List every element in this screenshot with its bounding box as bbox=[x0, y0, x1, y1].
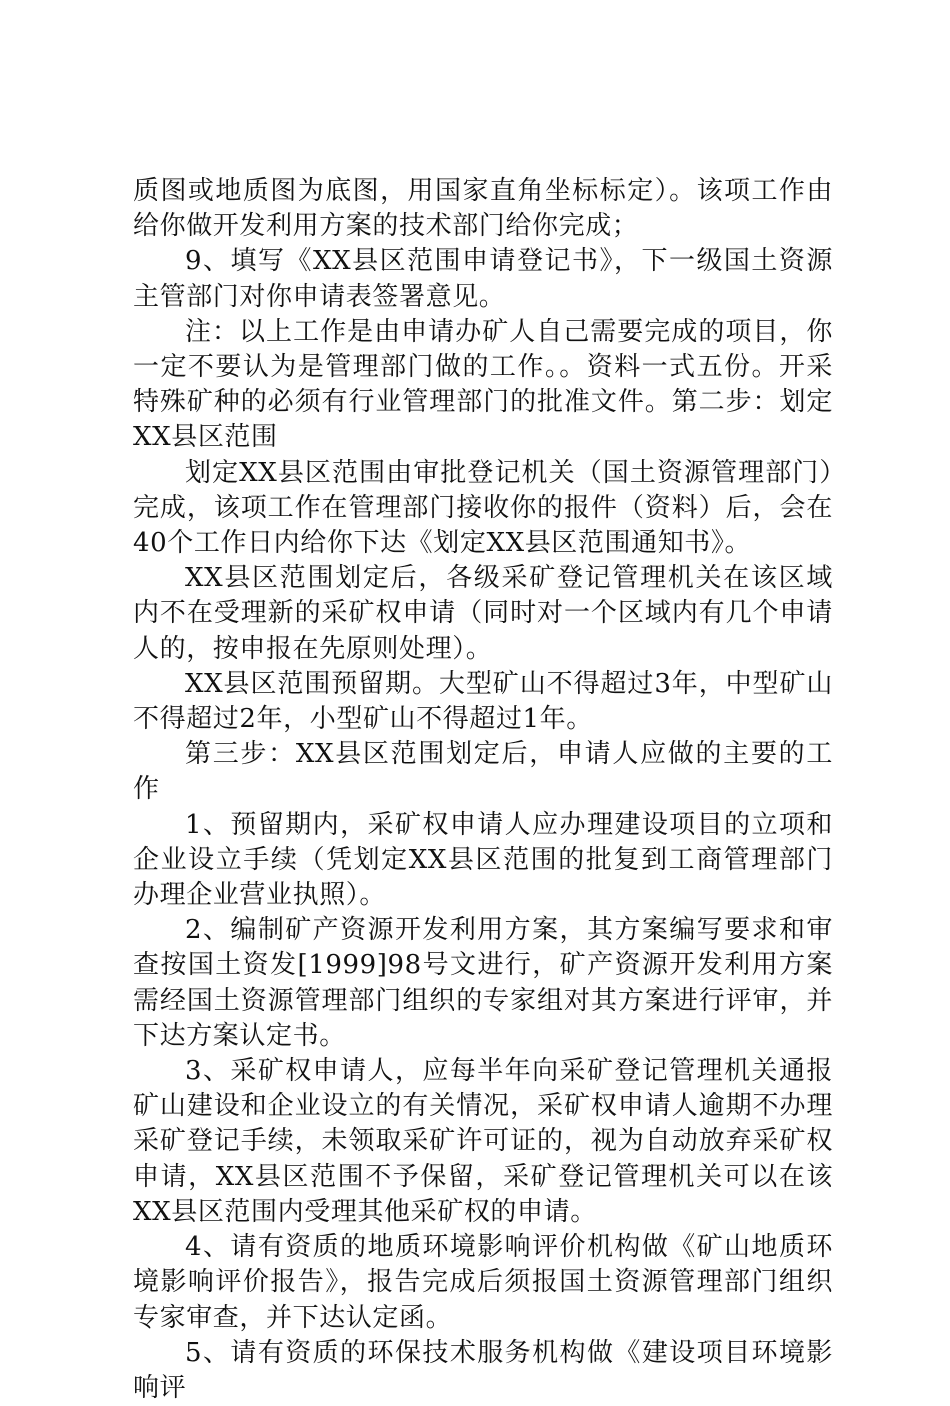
paragraph-4: 划定XX县区范围由审批登记机关（国土资源管理部门）完成，该项工作在管理部门接收你的报件（资料）后，会在40个工作日内给你下达《划定XX县区范围通知书》。 bbox=[133, 457, 833, 559]
document-body bbox=[133, 174, 833, 1406]
paragraph-10: 3、采矿权申请人，应每半年向采矿登记管理机关通报矿山建设和企业设立的有关情况，采矿权申请人逾期不办理采矿登记手续，未领取采矿许可证的，视为自动放弃采矿权申请，XX县区范围不予保留，采矿登记管理机关可以在该XX县区范围内受理其他采矿权的申请。 bbox=[133, 1056, 833, 1227]
paragraph-6: XX县区范围预留期。大型矿山不得超过3年，中型矿山不得超过2年，小型矿山不得超过1年。 bbox=[133, 668, 833, 735]
paragraph-8: 1、预留期内，采矿权申请人应办理建设项目的立项和企业设立手续（凭划定XX县区范围的批复到工商管理部门办理企业营业执照）。 bbox=[133, 809, 833, 911]
paragraph-11: 4、请有资质的地质环境影响评价机构做《矿山地质环境影响评价报告》，报告完成后须报国土资源管理部门组织专家审查，并下达认定函。 bbox=[133, 1232, 833, 1333]
paragraph-12: 5、请有资质的环保技术服务机构做《建设项目环境影响评 bbox=[133, 1337, 833, 1403]
paragraph-5: XX县区范围划定后，各级采矿登记管理机关在该区域内不在受理新的采矿权申请（同时对一个区域内有几个申请人的，按申报在先原则处理）。 bbox=[133, 563, 833, 664]
paragraph-2: 9、填写《XX县区范围申请登记书》，下一级国土资源主管部门对你申请表签署意见。 bbox=[133, 246, 833, 312]
paragraph-7: 第三步：XX县区范围划定后，申请人应做的主要的工作 bbox=[133, 739, 833, 805]
paragraph-3: 注：以上工作是由申请办矿人自己需要完成的项目，你一定不要认为是管理部门做的工作。。资料一式五份。开采特殊矿种的必须有行业管理部门的批准文件。第二步：划定XX县区范围 bbox=[133, 316, 833, 453]
paragraph-1: 质图或地质图为底图，用国家直角坐标标定）。该项工作由给你做开发利用方案的技术部门给你完成； bbox=[133, 176, 833, 242]
paragraph-9: 2、编制矿产资源开发利用方案，其方案编写要求和审查按国土资发[1999]98号文进行，矿产资源开发利用方案需经国土资源管理部门组织的专家组对其方案进行评审，并下达方案认定书。 bbox=[133, 915, 833, 1051]
